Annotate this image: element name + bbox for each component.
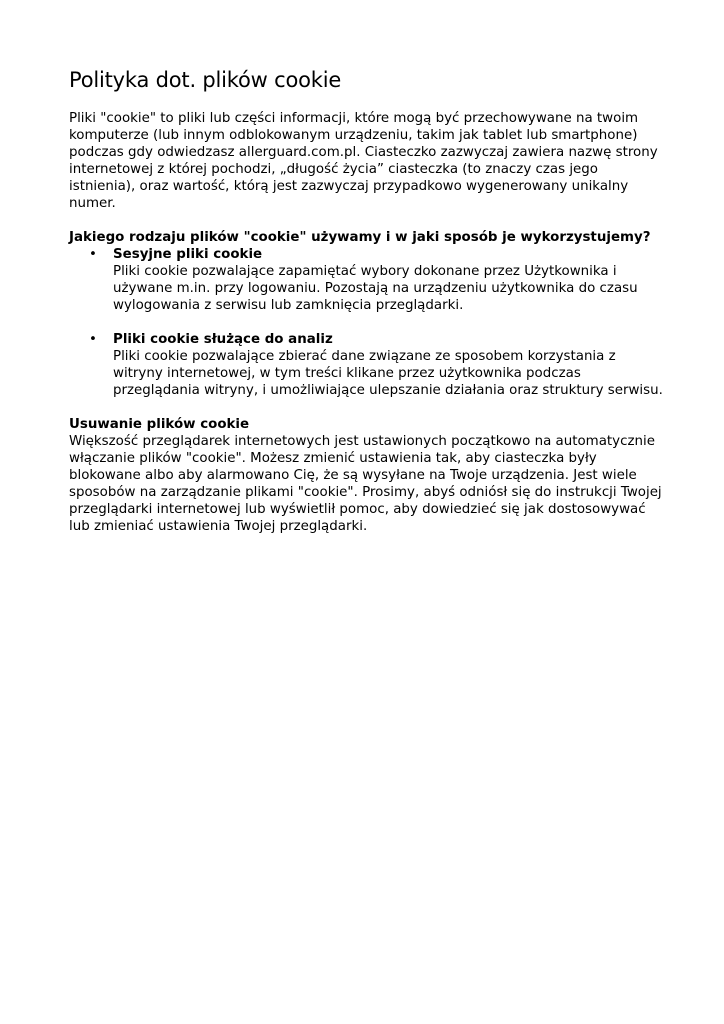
- cookie-types-list: [69, 246, 669, 399]
- bullet-icon: •: [89, 247, 97, 262]
- list-item-body: Pliki cookie pozwalające zbierać dane związane ze sposobem korzystania z witryny internetowej, w tym treści klikane przez użytkownika podczas przeglądania witryny, i umożliwiające ulepszanie działania oraz struktury serwisu.: [113, 349, 663, 398]
- list-spacer: [69, 314, 669, 331]
- spacer: [69, 399, 669, 416]
- intro-paragraph: Pliki "cookie" to pliki lub części informacji, które mogą być przechowywane na twoim komputerze (lub innym odblokowanym urządzeniu, takim jak tablet lub smartphone) podczas gdy odwiedzasz allerguard.com.pl. Ciasteczko zazwyczaj zawiera nazwę strony internetowej z której pochodzi, „długość życia” ciasteczka (to znaczy czas jego istnienia), oraz wartość, którą jest zazwyczaj przypadkowo wygenerowany unikalny numer.: [69, 111, 658, 211]
- page-title: Polityka dot. plików cookie: [69, 68, 342, 92]
- list-item-body: Pliki cookie pozwalające zapamiętać wybory dokonane przez Użytkownika i używane m.in. przy logowaniu. Pozostają na urządzeniu użytkownika do czasu wylogowania z serwisu lub zamknięcia przeglądarki.: [113, 264, 638, 313]
- document-page: [69, 66, 669, 535]
- spacer: [69, 212, 669, 229]
- list-item-title: Pliki cookie służące do analiz: [113, 332, 333, 347]
- bullet-icon: •: [89, 332, 97, 347]
- list-item: [69, 246, 669, 314]
- section-heading-removing-cookies: Usuwanie plików cookie: [69, 417, 250, 432]
- list-item: [69, 331, 669, 399]
- list-item-title: Sesyjne pliki cookie: [113, 247, 263, 262]
- removing-cookies-paragraph: Większość przeglądarek internetowych jest ustawionych początkowo na automatycznie włączanie plików "cookie". Możesz zmienić ustawienia tak, aby ciasteczka były blokowane albo aby alarmowano Cię, że są wysyłane na Twoje urządzenia. Jest wiele sposobów na zarządzanie plikami "cookie". Prosimy, abyś odniósł się do instrukcji Twojej przeglądarki internetowej lub wyświetlił pomoc, aby dowiedzieć się jak dostosowywać lub zmieniać ustawienia Twojej przeglądarki.: [69, 434, 662, 534]
- section-heading-cookie-types: Jakiego rodzaju plików "cookie" używamy i w jaki sposób je wykorzystujemy?: [69, 230, 651, 245]
